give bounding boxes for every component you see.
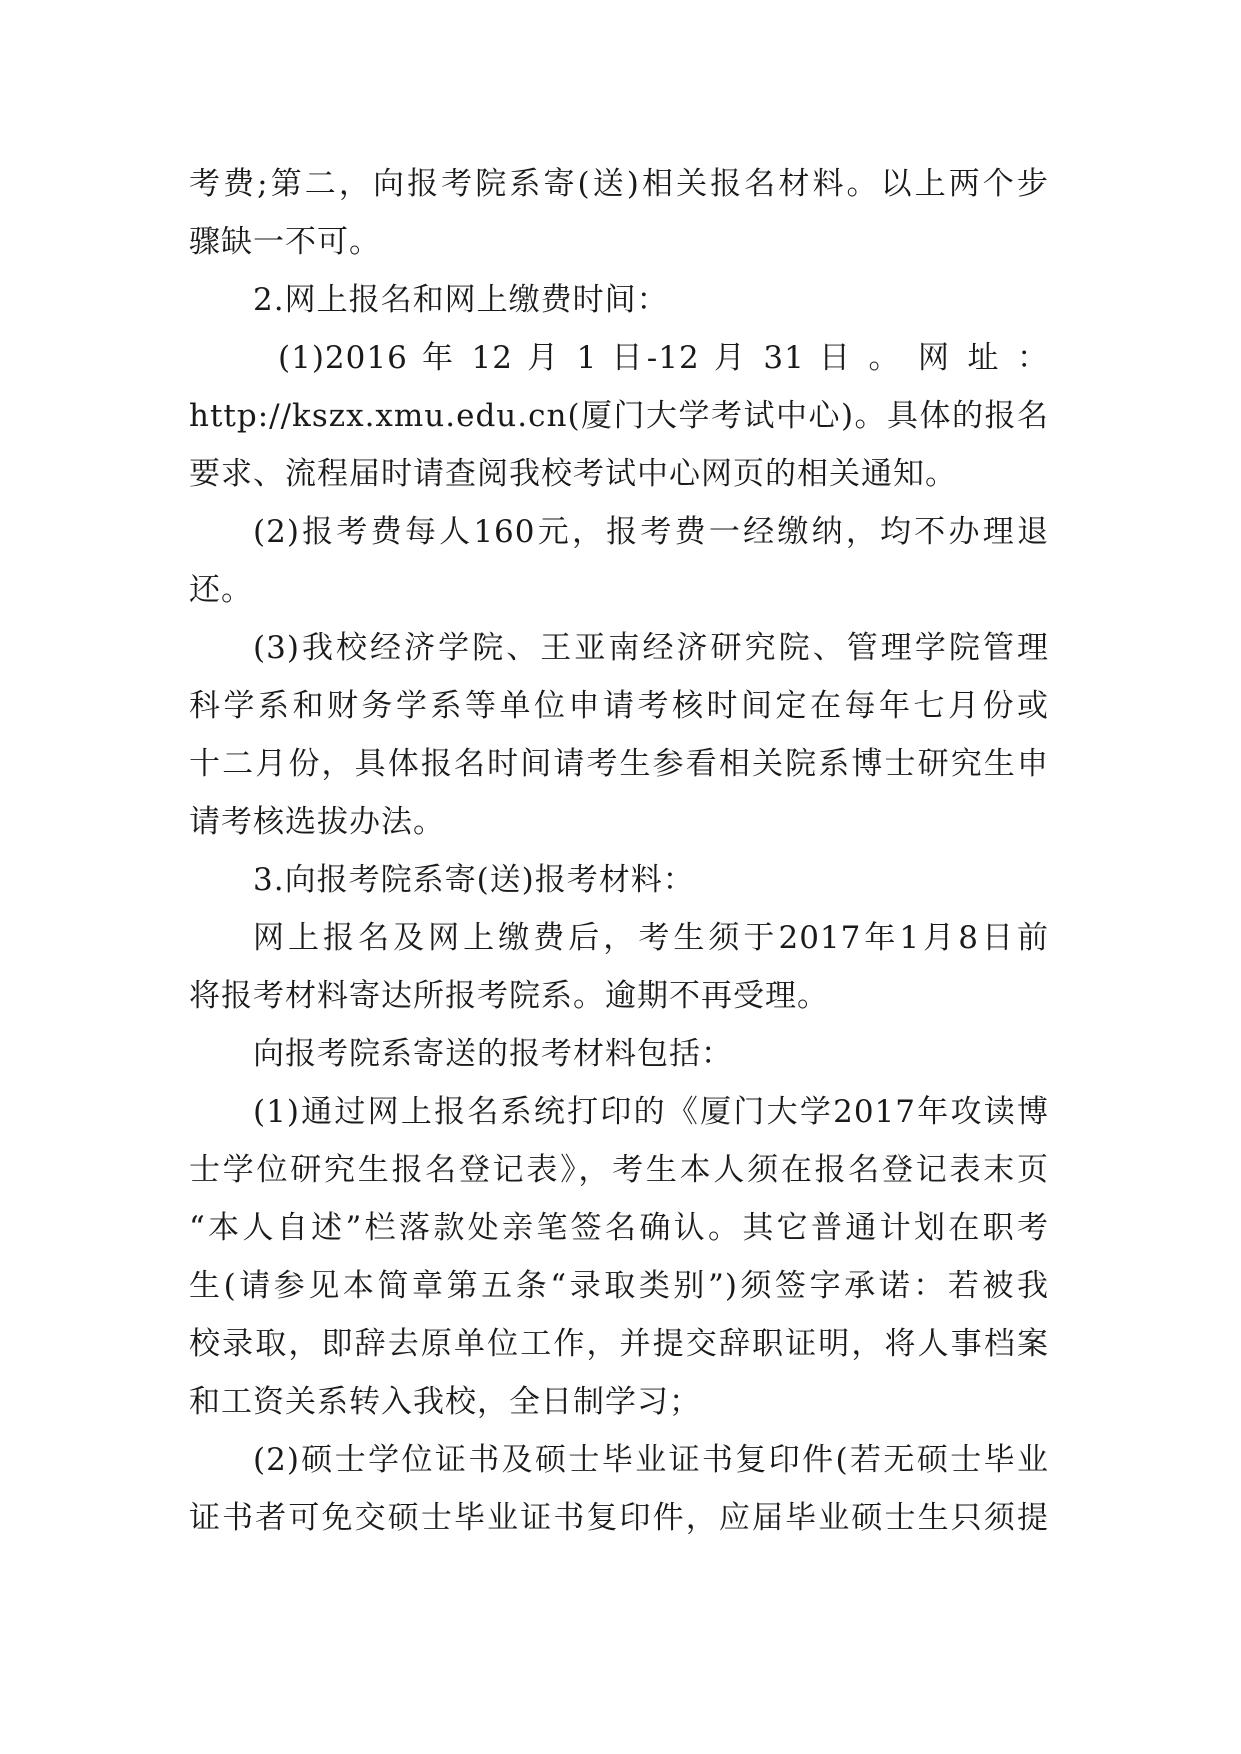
text-line: 还。 bbox=[189, 572, 253, 608]
section-heading: 3.向报考院系寄(送)报考材料： bbox=[253, 862, 695, 898]
text-line: (3)我校经济学院、王亚南经济研究院、管理学院管理 bbox=[253, 630, 1049, 666]
text-line: “本人自述”栏落款处亲笔签名确认。其它普通计划在职考 bbox=[189, 1210, 1049, 1246]
text-line: 要求、流程届时请查阅我校考试中心网页的相关通知。 bbox=[189, 456, 957, 492]
text-line: 将报考材料寄达所报考院系。逾期不再受理。 bbox=[189, 978, 829, 1014]
section-heading: 2.网上报名和网上缴费时间： bbox=[253, 282, 669, 318]
text-line: 向报考院系寄送的报考材料包括： bbox=[253, 1036, 733, 1072]
text-line: 校录取，即辞去原单位工作，并提交辞职证明，将人事档案 bbox=[189, 1326, 1049, 1362]
text-line: 士学位研究生报名登记表》，考生本人须在报名登记表末页 bbox=[189, 1152, 1049, 1188]
text-line: (1)通过网上报名系统打印的《厦门大学2017年攻读博 bbox=[253, 1094, 1049, 1130]
text-line: (1)2016 年 12 月 1 日-12 月 31 日 。 网 址 ： bbox=[278, 340, 1049, 376]
text-line: 科学系和财务学系等单位申请考核时间定在每年七月份或 bbox=[189, 688, 1049, 724]
text-line: 请考核选拔办法。 bbox=[189, 804, 445, 840]
text-line: 证书者可免交硕士毕业证书复印件，应届毕业硕士生只须提 bbox=[189, 1500, 1049, 1536]
text-line: (2)硕士学位证书及硕士毕业证书复印件(若无硕士毕业 bbox=[253, 1442, 1049, 1478]
text-line: 和工资关系转入我校，全日制学习； bbox=[189, 1384, 701, 1420]
text-line: 网上报名及网上缴费后，考生须于2017年1月8日前 bbox=[253, 920, 1049, 956]
text-line: 生(请参见本简章第五条“录取类别”)须签字承诺：若被我 bbox=[189, 1268, 1049, 1304]
text-line: 十二月份，具体报名时间请考生参看相关院系博士研究生申 bbox=[189, 746, 1049, 782]
text-line: http://kszx.xmu.edu.cn(厦门大学考试中心)。具体的报名 bbox=[189, 398, 1049, 434]
text-line: 考费;第二，向报考院系寄(送)相关报名材料。以上两个步 bbox=[189, 166, 1049, 202]
text-line: 骤缺一不可。 bbox=[189, 224, 381, 260]
text-line: (2)报考费每人160元，报考费一经缴纳，均不办理退 bbox=[253, 514, 1049, 550]
